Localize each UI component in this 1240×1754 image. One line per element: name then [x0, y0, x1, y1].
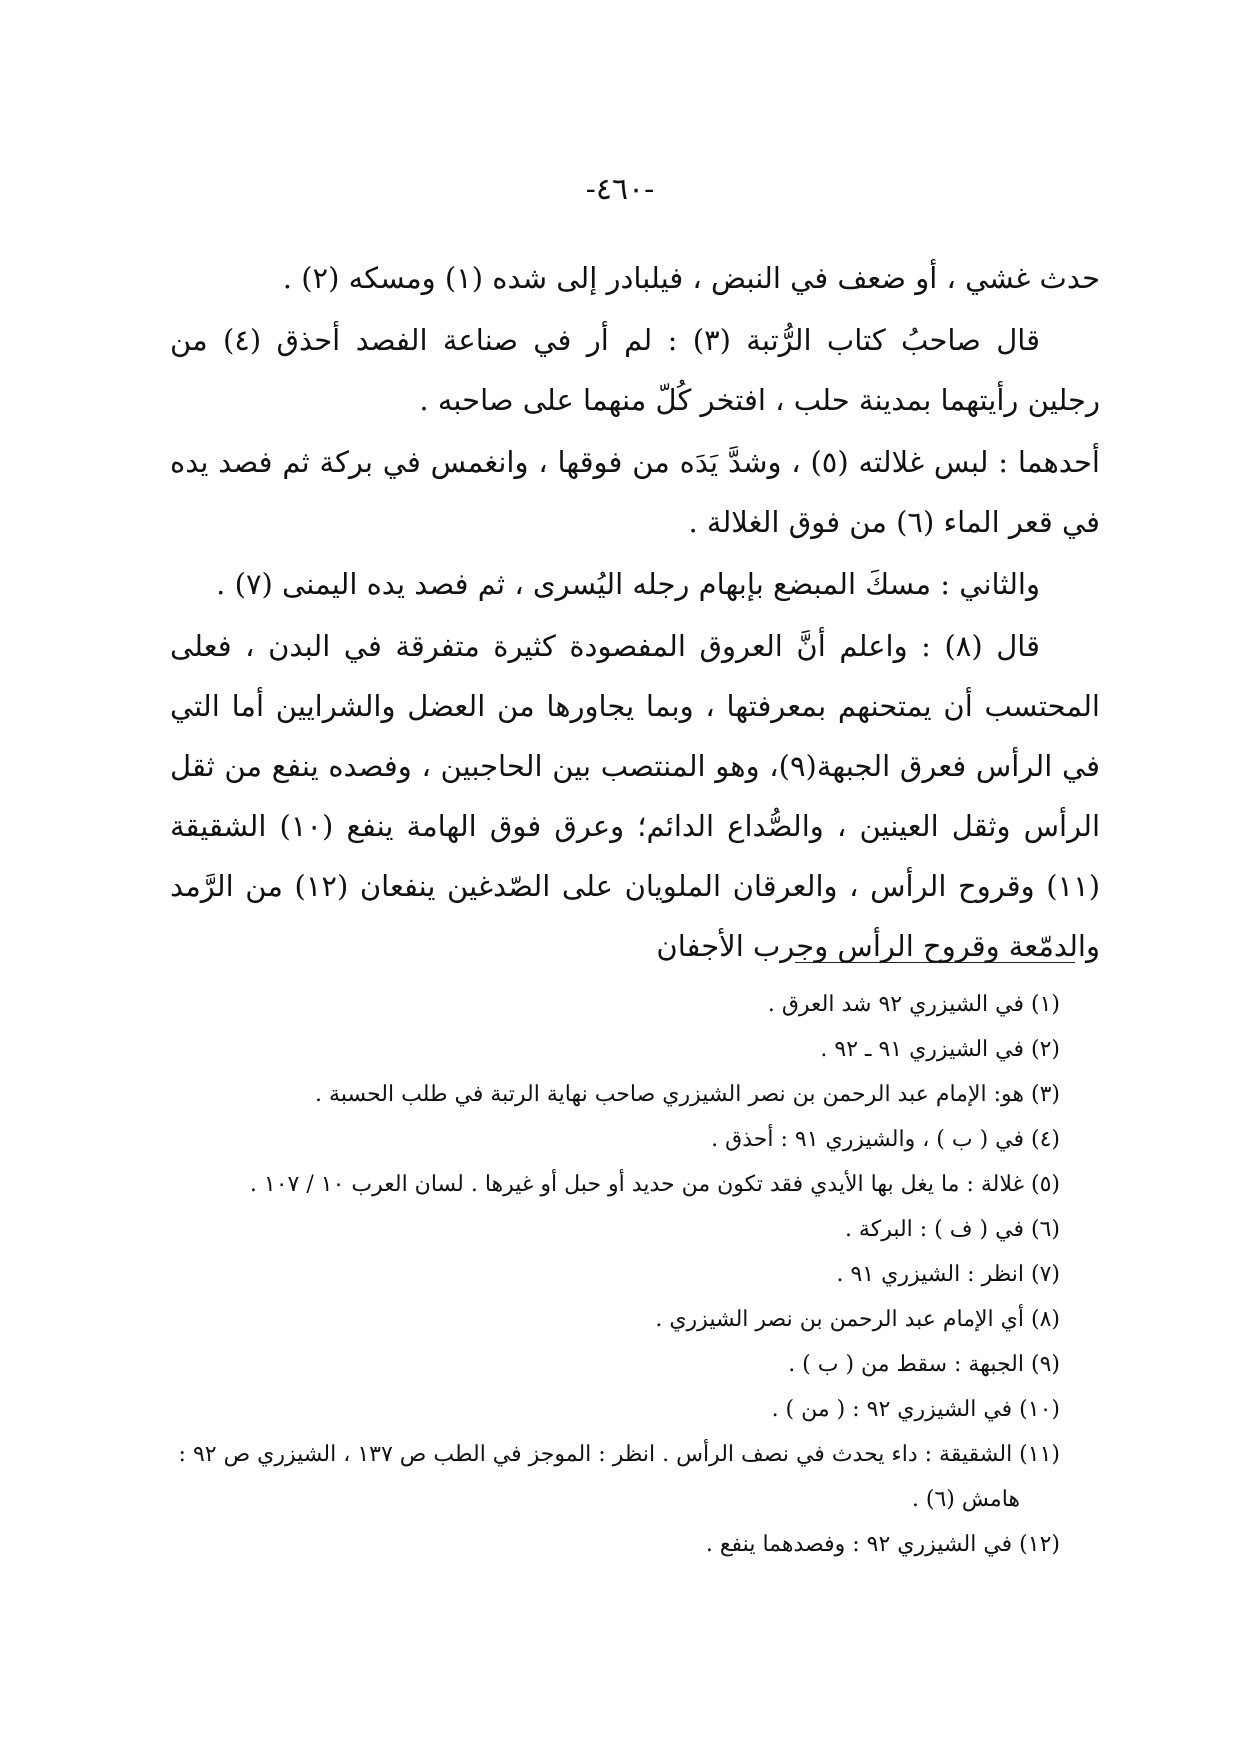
footnote	[140, 1432, 1060, 1522]
footnote-text: (١٢) في الشيزري ٩٢ : وفصدهما ينفع .	[705, 1532, 1060, 1557]
main-text	[170, 248, 1100, 978]
footnote	[140, 1387, 1060, 1432]
footnote-text: (٨) أي الإمام عبد الرحمن بن نصر الشيزري .	[655, 1307, 1060, 1332]
footnote	[140, 1162, 1060, 1207]
paragraph: والثاني : مسكَ المبضع بإبهام رجله اليُسرى ، ثم فصد يده اليمنى (٧) .	[216, 567, 1040, 601]
footnote-separator	[795, 962, 1075, 963]
footnotes	[140, 982, 1060, 1567]
paragraph: أحدهما : لبس غلالته (٥) ، وشدَّ يَدَه من فوقها ، وانغمس في بركة ثم فصد يده في قعر الماء (٦) من فوق الغلالة .	[170, 445, 1100, 539]
footnote-text: (١) في الشيزري ٩٢ شد العرق .	[767, 992, 1060, 1017]
footnote	[140, 1207, 1060, 1252]
footnote-text: (٥) غلالة : ما يغل بها الأيدي فقد تكون من حديد أو حبل أو غيرها . لسان العرب ١٠ / ١٠٧ .	[249, 1172, 1060, 1197]
footnote-text: (٧) انظر : الشيزري ٩١ .	[836, 1262, 1060, 1287]
footnote-continuation: هامش (٦) .	[911, 1487, 1020, 1512]
footnote-text: (٦) في ( ف ) : البركة .	[844, 1217, 1060, 1242]
footnote-text: (٢) في الشيزري ٩١ ـ ٩٢ .	[820, 1037, 1060, 1062]
footnote	[140, 1342, 1060, 1387]
footnote	[140, 1072, 1060, 1117]
paragraph: قال (٨) : واعلم أنَّ العروق المفصودة كثيرة متفرقة في البدن ، فعلى المحتسب أن يمتحنهم بمعرفتها ، وبما يجاورها من العضل والشرايين أما التي في الرأس فعرق الجبهة(٩)، وهو المنتصب بين الحاجبين ، وفصده ينفع من ثقل الرأس وثقل العينين ، والصُّداع الدائم؛ وعرق فوق الهامة ينفع (١٠) الشقيقة (١١) وقروح الرأس ، والعرقان الملويان على الصّدغين ينفعان (١٢) من الرَّمد والدمّعة وقروح الرأس وجرب الأجفان	[170, 629, 1101, 963]
footnote-text: (١٠) في الشيزري ٩٢ : ( من ) .	[771, 1397, 1060, 1422]
footnote-text: (١١) الشقيقة : داء يحدث في نصف الرأس . انظر : الموجز في الطب ص ١٣٧ ، الشيزري ص ٩٢ :	[178, 1442, 1060, 1467]
footnote	[140, 982, 1060, 1027]
footnote	[140, 1297, 1060, 1342]
footnote-text: (٣) هو: الإمام عبد الرحمن بن نصر الشيزري صاحب نهاية الرتبة في طلب الحسبة .	[315, 1082, 1060, 1107]
footnote	[140, 1522, 1060, 1567]
paragraph: حدث غشي ، أو ضعف في النبض ، فيلبادر إلى شده (١) ومسكه (٢) .	[282, 261, 1100, 295]
paragraph: قال صاحبُ كتاب الرُّتبة (٣) : لم أر في صناعة الفصد أحذق (٤) من رجلين رأيتهما بمدينة حلب ، افتخر كُلّ منهما على صاحبه .	[170, 323, 1100, 417]
footnote	[140, 1252, 1060, 1297]
footnote-text: (٩) الجبهة : سقط من ( ب ) .	[788, 1352, 1060, 1377]
footnote	[140, 1117, 1060, 1162]
footnote-text: (٤) في ( ب ) ، والشيزري ٩١ : أحذق .	[711, 1127, 1060, 1152]
page-number: -٤٦٠-	[585, 172, 655, 207]
footnote	[140, 1027, 1060, 1072]
